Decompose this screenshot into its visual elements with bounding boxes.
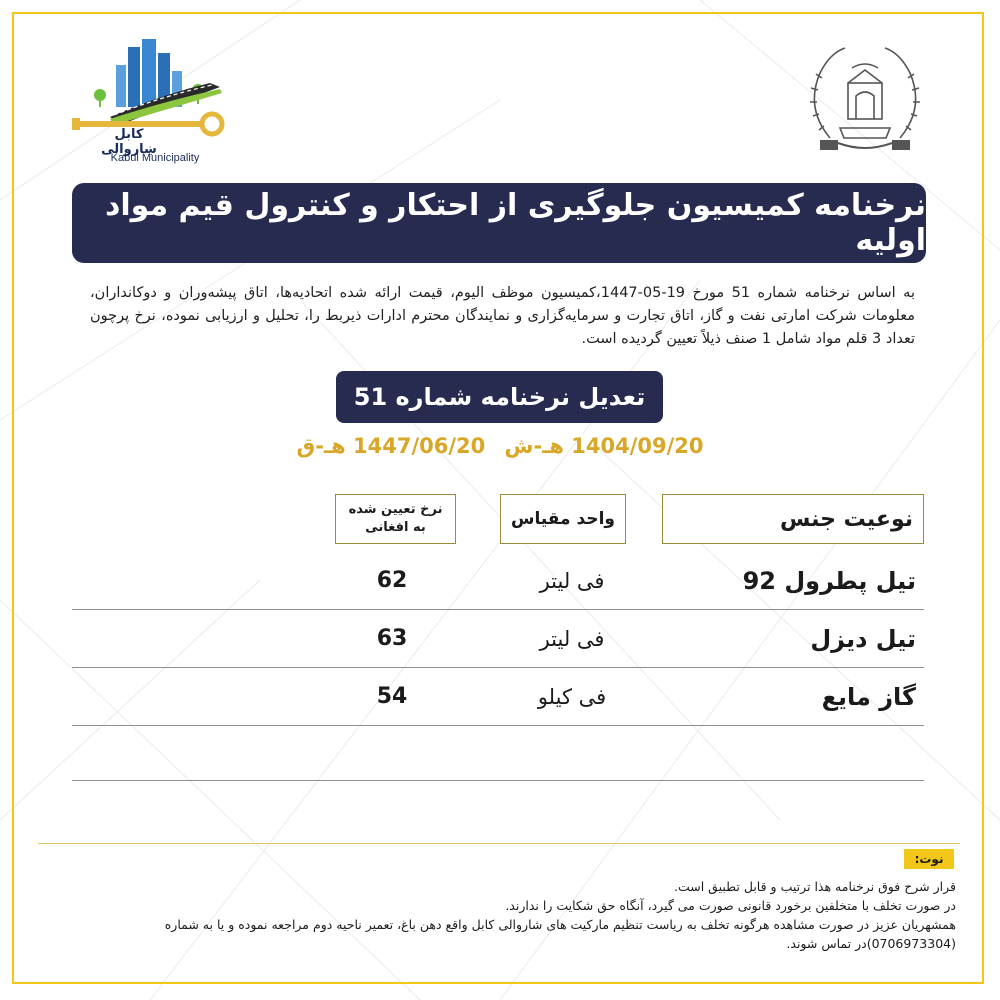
note-line: همشهریان عزیز در صورت مشاهده هرگونه تخلف به ریاست تنظیم مارکیت های شاروالی کابل واقع دهن باغ، تعمیر ناحیه دوم مراجعه نموده و یا به شماره (0706973304)در تماس شوند. xyxy=(164,917,956,951)
row-rate: 62 xyxy=(376,568,408,593)
notes-label: نوت: xyxy=(904,849,954,869)
row-unit: فی لیتر xyxy=(539,568,605,593)
subtitle: تعدیل نرخنامه شماره 51 xyxy=(353,383,646,411)
row-item-type: تیل دیزل xyxy=(810,624,916,653)
table-row xyxy=(72,668,924,726)
date-lunar: 1447/06/20 هـ-ق xyxy=(296,434,486,458)
page-title: نرخنامه کمیسیون جلوگیری از احتکار و کنترول قیم مواد اولیه xyxy=(105,188,926,258)
row-unit: فی لیتر xyxy=(539,626,605,651)
note-line: قرار شرح فوق نرخنامه هذا ترتیب و قابل تطبیق است. xyxy=(674,879,956,894)
row-rate: 54 xyxy=(376,684,408,709)
kabul-municipality-logo xyxy=(70,35,230,170)
header-item-type: نوعیت جنس xyxy=(662,494,924,544)
row-rate: 63 xyxy=(376,626,408,651)
logo-text-en: Kabul Municipality xyxy=(110,152,200,164)
notes-divider xyxy=(38,843,960,844)
header-unit: واحد مقیاس xyxy=(500,494,626,544)
date-solar: 1404/09/20 هـ-ش xyxy=(504,434,704,458)
table-row-empty xyxy=(72,726,924,781)
row-unit: فی کیلو xyxy=(537,684,607,709)
notes-block xyxy=(90,877,956,953)
title-banner xyxy=(72,183,926,263)
dates xyxy=(260,434,740,458)
logo-text-fa: کابل ښاروالی xyxy=(101,127,157,157)
row-item-type: تیل پطرول 92 xyxy=(742,566,916,595)
table-row xyxy=(72,610,924,668)
header-rate-line1: نرخ تعیین شده xyxy=(348,502,443,517)
intro-paragraph: به اساس نرخنامه شماره 51 مورخ 19-05-1447،کمیسیون موظف الیوم، قیمت ارائه شده اتحادیه‌ها، اتاق پیشه‌وران و دوکانداران، معلومات شرکت امارتی نفت و گاز، اتاق تجارت و سرمایه‌گزاری و نمایندگان محترم ادارات ذیربط را، تحلیل و ارزیابی نموده، نرخ پرچون تعداد 3 قلم مواد شامل 1 صنف ذیلاً تعیین گردیده است. xyxy=(90,285,915,347)
note-line: در صورت تخلف با متخلفین برخورد قانونی صورت می گیرد، آنگاه حق شکایت را ندارند. xyxy=(505,898,956,913)
header-rate xyxy=(335,494,456,544)
header-rate-line2: به افغانی xyxy=(365,520,426,535)
row-item-type: گاز مایع xyxy=(821,682,916,711)
table-row xyxy=(72,552,924,610)
emblem-icon xyxy=(800,38,930,163)
subtitle-banner xyxy=(336,371,663,423)
